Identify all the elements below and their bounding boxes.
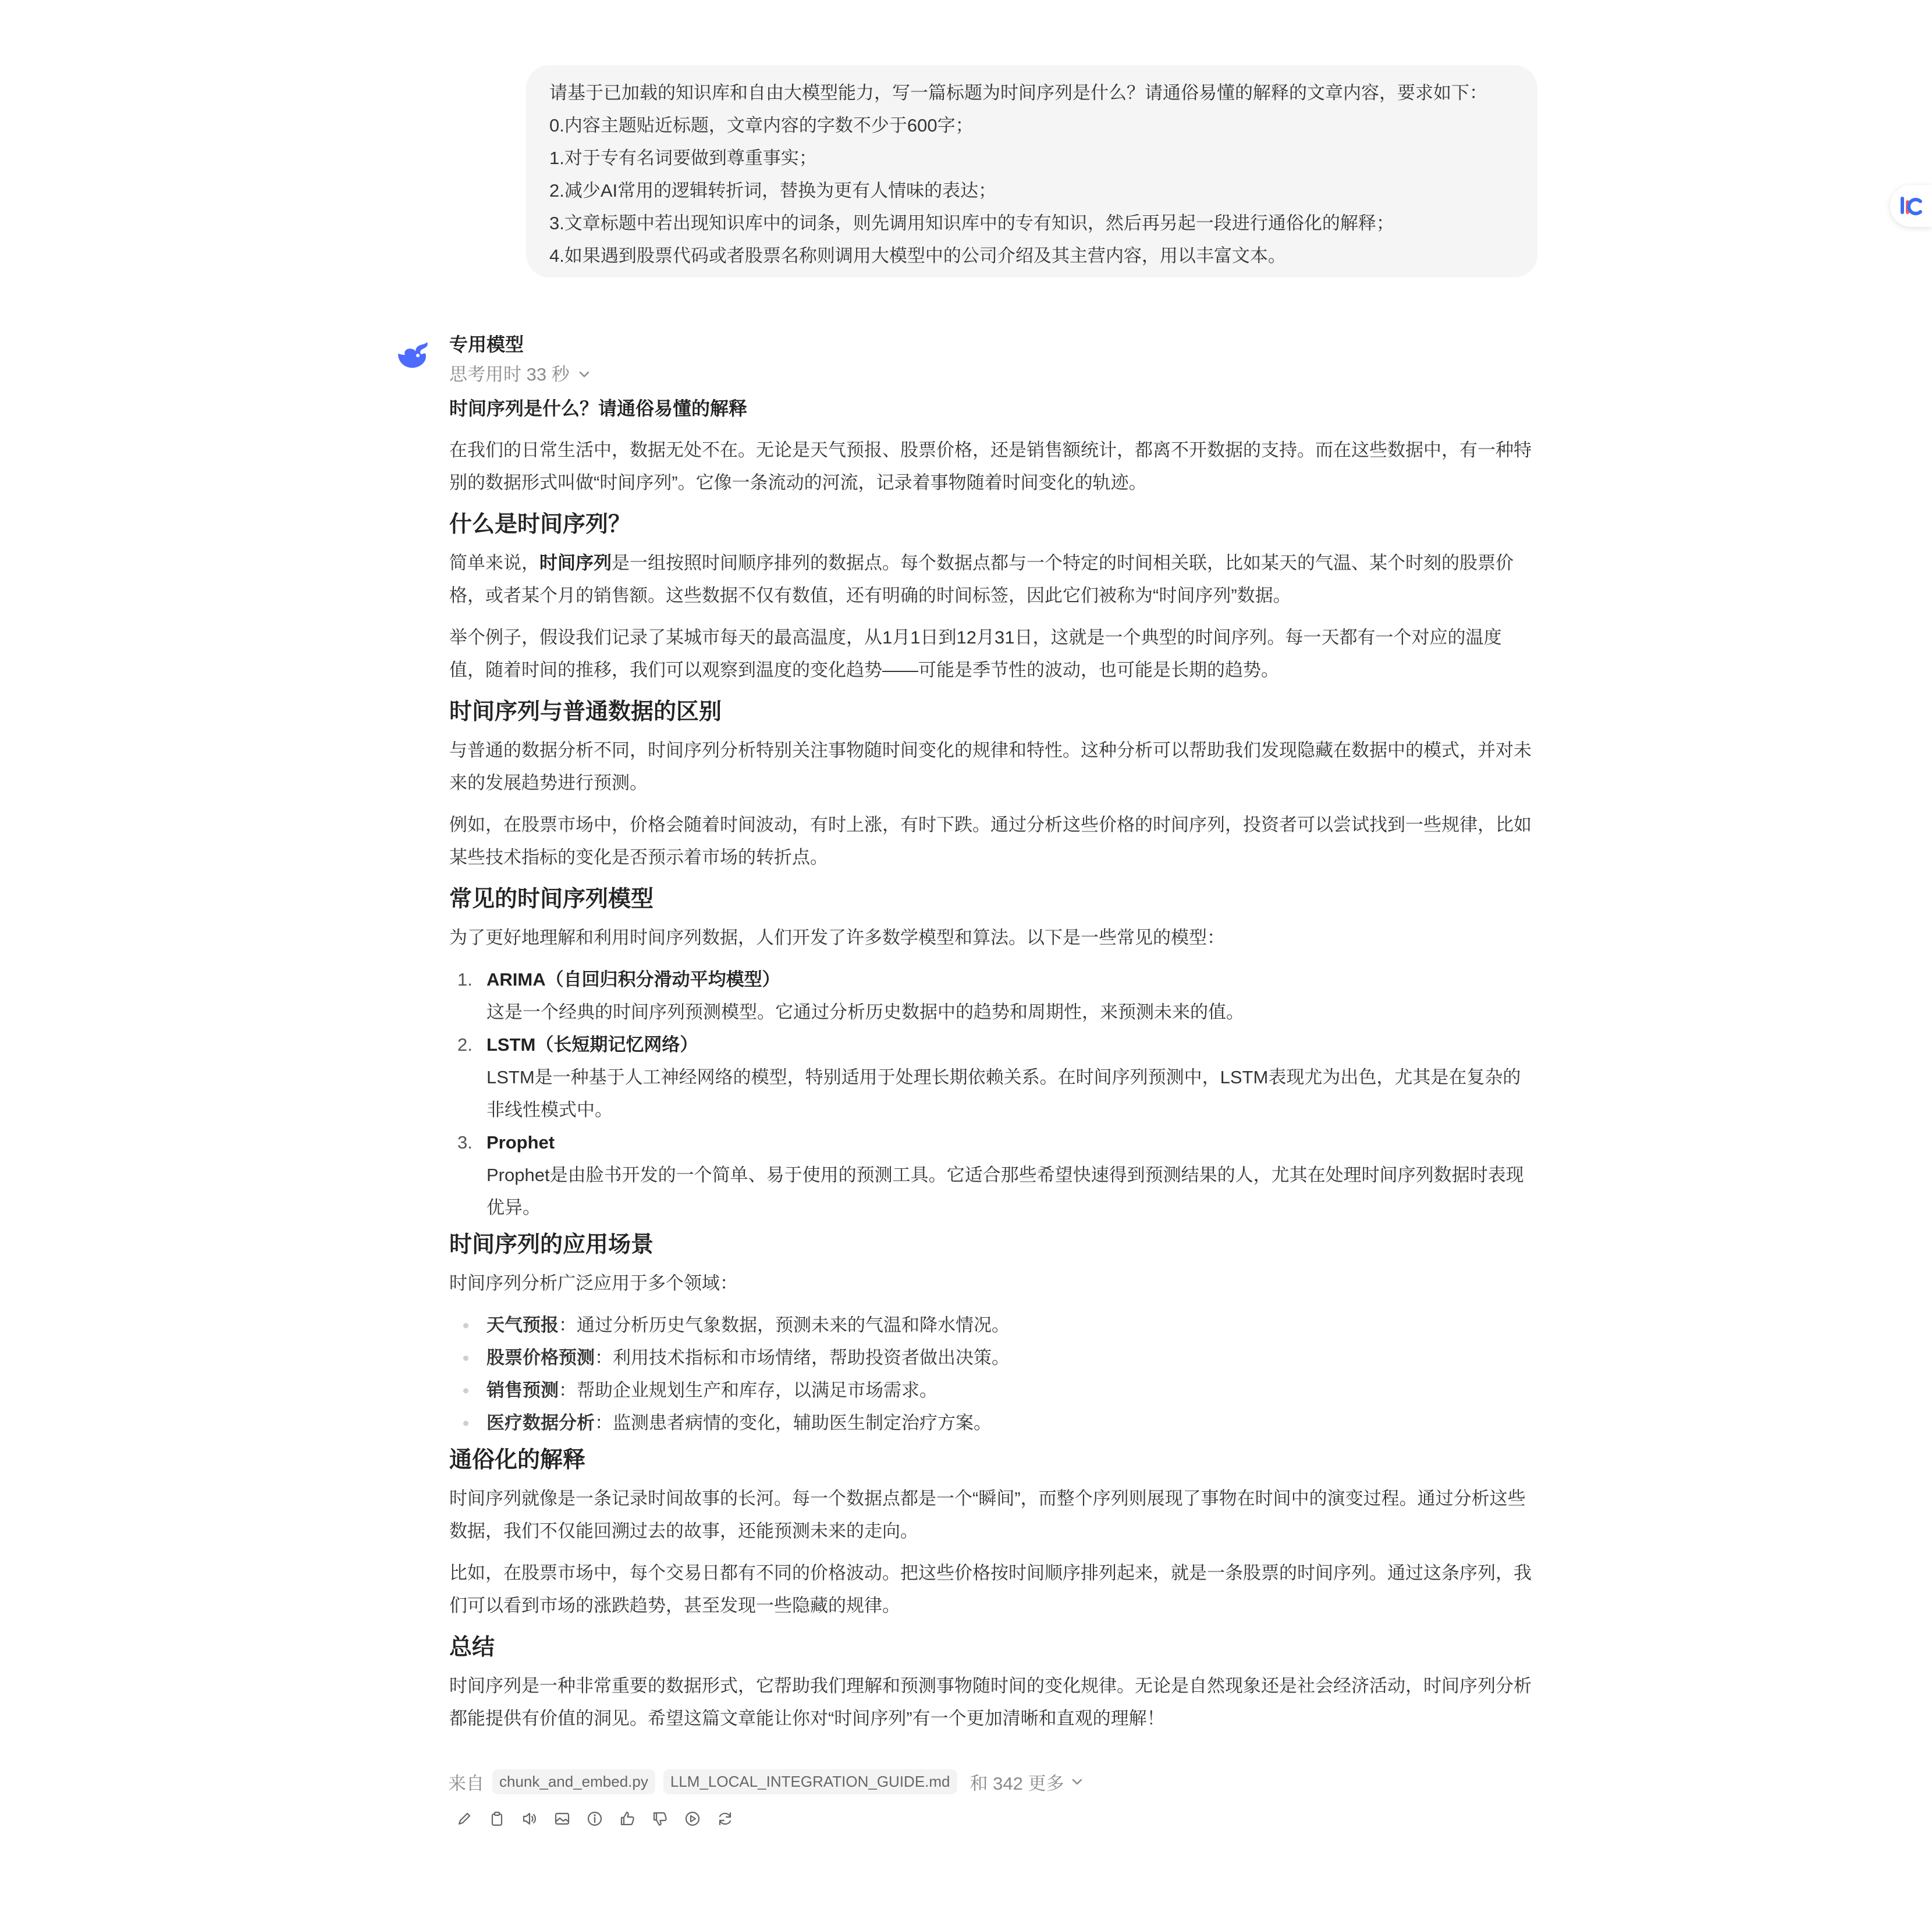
paragraph: 简单来说，时间序列是一组按照时间顺序排列的数据点。每个数据点都与一个特定的时间相关联，比如某天的气温、某个时刻的股票价格，或者某个月的销售额。这些数据不仅有数值，还有明确的时间标签，因此它们被称为“时间序列”数据。 <box>449 553 1514 606</box>
message-actions <box>454 1808 747 1829</box>
paragraph: 时间序列分析广泛应用于多个领域： <box>449 1273 738 1293</box>
section-heading: 时间序列的应用场景 <box>449 1232 654 1257</box>
user-message-line: 4.如果遇到股票代码或者股票名称则调用大模型中的公司介绍及其主营内容，用以丰富文本。 <box>549 246 1286 266</box>
list-item: 天气预报：通过分析历史气象数据，预测未来的气温和降水情况。 <box>449 1309 1537 1342</box>
assistant-reply-body <box>449 393 1537 1744</box>
list-item-title: Prophet <box>486 1132 555 1153</box>
user-message-line: 0.内容主题贴近标题，文章内容的字数不少于600字； <box>549 115 974 136</box>
thinking-time-label: 思考用时 33 秒 <box>449 364 570 385</box>
section-heading: 时间序列与普通数据的区别 <box>449 699 722 724</box>
play-icon[interactable] <box>682 1808 703 1829</box>
bullet-icon <box>463 1421 468 1426</box>
list-item: 股票价格预测：利用技术指标和市场情绪，帮助投资者做出决策。 <box>449 1342 1537 1374</box>
paragraph: 时间序列是一种非常重要的数据形式，它帮助我们理解和预测事物随时间的变化规律。无论是自然现象还是社会经济活动，时间序列分析都能提供有价值的洞见。希望这篇文章能让你对“时间序列”有一个更加清晰和直观的理解！ <box>449 1676 1532 1729</box>
bullet-icon <box>463 1323 468 1328</box>
list-number: 3. <box>457 1132 473 1153</box>
paragraph: 与普通的数据分析不同，时间序列分析特别关注事物随时间变化的规律和特性。这种分析可以帮助我们发现隐藏在数据中的模式，并对未来的发展趋势进行预测。 <box>449 740 1532 793</box>
user-message-line: 1.对于专有名词要做到尊重事实； <box>549 148 817 168</box>
section-heading: 总结 <box>449 1635 495 1660</box>
list-item <box>449 1029 1537 1126</box>
more-sources-label: 和 342 更多 <box>969 1773 1064 1794</box>
copy-icon[interactable] <box>486 1808 507 1829</box>
paragraph: 例如，在股票市场中，价格会随着时间波动，有时上涨，有时下跌。通过分析这些价格的时间序列，投资者可以尝试找到一些规律，比如某些技术指标的变化是否预示着市场的转折点。 <box>449 815 1532 867</box>
sources-label: 来自 <box>448 1773 484 1794</box>
more-sources-toggle[interactable] <box>970 1769 1085 1795</box>
list-item-title: LSTM（长短期记忆网络） <box>486 1034 698 1055</box>
bullet-icon <box>463 1388 468 1393</box>
thinking-toggle[interactable] <box>449 361 592 389</box>
list-item <box>449 963 1537 1029</box>
list-item-title: ARIMA（自回归积分滑动平均模型） <box>486 969 780 990</box>
info-icon[interactable] <box>584 1808 605 1829</box>
paragraph: 举个例子，假设我们记录了某城市每天的最高温度，从1月1日到12月31日，这就是一个典型的时间序列。每一天都有一个对应的温度值，随着时间的推移，我们可以观察到温度的变化趋势——可能是季节性的波动，也可能是长期的趋势。 <box>449 627 1502 680</box>
section-heading: 常见的时间序列模型 <box>449 887 654 912</box>
paragraph: 时间序列就像是一条记录时间故事的长河。每一个数据点都是一个“瞬间”，而整个序列则展现了事物在时间中的演变过程。通过分析这些数据，我们不仅能回溯过去的故事，还能预测未来的走向。 <box>449 1488 1526 1541</box>
chevron-down-icon <box>1070 1775 1085 1790</box>
user-message-line: 请基于已加载的知识库和自由大模型能力，写一篇标题为时间序列是什么？请通俗易懂的解释的文章内容，要求如下： <box>549 83 1487 103</box>
image-icon[interactable] <box>552 1808 573 1829</box>
list-number: 1. <box>457 969 473 990</box>
model-name: 专用模型 <box>449 334 524 355</box>
list-number: 2. <box>457 1034 473 1055</box>
regenerate-icon[interactable] <box>715 1808 736 1829</box>
intro-paragraph: 在我们的日常生活中，数据无处不在。无论是天气预报、股票价格，还是销售额统计，都离不开数据的支持。而在这些数据中，有一种特别的数据形式叫做“时间序列”。它像一条流动的河流，记录着事物随着时间变化的轨迹。 <box>449 440 1532 493</box>
applications-bullet-list <box>449 1309 1537 1439</box>
bullet-icon <box>463 1356 468 1361</box>
chevron-down-icon <box>577 367 592 382</box>
user-message-line: 3.文章标题中若出现知识库中的词条，则先调用知识库中的专有知识，然后再另起一段进行通俗化的解释； <box>549 213 1394 233</box>
list-item <box>449 1126 1537 1224</box>
list-item-description: 这是一个经典的时间序列预测模型。它通过分析历史数据中的趋势和周期性，来预测未来的值。 <box>486 1002 1244 1022</box>
section-heading: 什么是时间序列？ <box>449 512 631 537</box>
thumbs-down-icon[interactable] <box>649 1808 670 1829</box>
speaker-icon[interactable] <box>519 1808 540 1829</box>
models-ordered-list <box>449 963 1537 1224</box>
paragraph: 为了更好地理解和利用时间序列数据，人们开发了许多数学模型和算法。以下是一些常见的模型： <box>449 927 1225 948</box>
whale-logo-icon <box>395 336 431 372</box>
source-chip[interactable]: LLM_LOCAL_INTEGRATION_GUIDE.md <box>663 1769 957 1794</box>
source-chip[interactable]: chunk_and_embed.py <box>492 1769 655 1794</box>
list-item-description: LSTM是一种基于人工神经网络的模型，特别适用于处理长期依赖关系。在时间序列预测中，LSTM表现尤为出色，尤其是在复杂的非线性模式中。 <box>486 1067 1521 1120</box>
floating-extension-logo-icon[interactable] <box>1890 185 1932 227</box>
sources-row <box>448 1769 1085 1795</box>
article-title: 时间序列是什么？请通俗易懂的解释 <box>449 398 748 419</box>
user-message-line: 2.减少AI常用的逻辑转折词，替换为更有人情味的表达； <box>549 180 997 201</box>
section-heading: 通俗化的解释 <box>449 1448 586 1473</box>
list-item: 销售预测：帮助企业规划生产和库存，以满足市场需求。 <box>449 1374 1537 1407</box>
thumbs-up-icon[interactable] <box>617 1808 638 1829</box>
paragraph: 比如，在股票市场中，每个交易日都有不同的价格波动。把这些价格按时间顺序排列起来，就是一条股票的时间序列。通过这条序列，我们可以看到市场的涨跌趋势，甚至发现一些隐藏的规律。 <box>449 1563 1532 1616</box>
list-item-description: Prophet是由脸书开发的一个简单、易于使用的预测工具。它适合那些希望快速得到预测结果的人，尤其在处理时间序列数据时表现优异。 <box>486 1165 1524 1218</box>
user-message-bubble <box>526 65 1537 278</box>
edit-icon[interactable] <box>454 1808 475 1829</box>
list-item: 医疗数据分析：监测患者病情的变化，辅助医生制定治疗方案。 <box>449 1407 1537 1439</box>
